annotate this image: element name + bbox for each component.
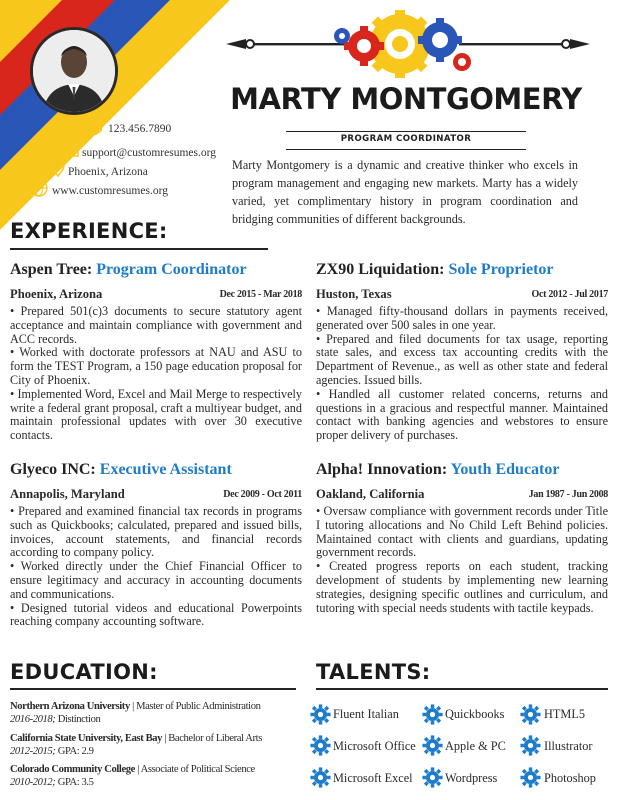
job-bullet: • Managed fifty-thousand dollars in payments received, generated over 500 sales in one year.	[316, 304, 608, 332]
edu-extra: GPA: 2.9	[57, 746, 94, 757]
experience-rule	[10, 248, 268, 250]
talent-item: Photoshop	[544, 771, 596, 785]
gear-icon	[422, 767, 443, 788]
gears-decoration	[224, 8, 592, 84]
gear-icon	[520, 735, 541, 756]
job-location: Annapolis, Maryland	[10, 487, 125, 501]
talent-item: Apple & PC	[445, 739, 506, 753]
education-entry: Northern Arizona University | Master of Public Administration 2016-2018; Distinction	[10, 701, 261, 725]
gear-icon	[520, 767, 541, 788]
job-dates: Dec 2009 - Oct 2011	[223, 489, 302, 500]
gear-icon	[310, 767, 331, 788]
edu-degree: Bachelor of Liberal Arts	[168, 733, 262, 744]
job-bullets	[316, 305, 608, 443]
job-bullet: • Handled all customer related concerns, returns and questions in a gracious and respectful manner. Maintained contact with banking agencies and webstores to ensure proper delivery of purchases.	[316, 386, 608, 443]
job-position: Executive Assistant	[99, 461, 232, 478]
edu-extra: Distinction	[57, 714, 101, 725]
experience-heading: EXPERIENCE:	[10, 219, 168, 243]
map-pin-icon	[48, 158, 68, 178]
education-entry: Colorado Community College | Associate of Political Science 2010-2012; GPA: 3.5	[10, 764, 255, 788]
job-company: Aspen Tree:	[10, 261, 93, 278]
edu-degree: Associate of Political Science	[140, 764, 255, 775]
job-bullet: • Implemented Word, Excel and Mail Merge to respectively write a federal grant proposal, craft a multiyear budget, and maintain professional updates with over 30 executive contacts.	[10, 386, 302, 443]
talent-item: Fluent Italian	[333, 707, 399, 721]
job-location: Huston, Texas	[316, 287, 392, 301]
edu-years: 2012-2015;	[10, 746, 56, 757]
job-dates: Jan 1987 - Jun 2008	[528, 489, 608, 500]
profile-summary: Marty Montgomery is a dynamic and creative thinker who excels in program management and engaging new markets. Marty has a widely varied, yet complimentary history in program coordination and bridging communities of different backgrounds.	[232, 158, 578, 226]
edu-school: California State University, East Bay	[10, 733, 163, 744]
gear-icon	[422, 735, 443, 756]
job-company: ZX90 Liquidation:	[316, 261, 445, 278]
gear-icon	[422, 704, 443, 725]
job-bullet: • Prepared 501(c)3 documents to secure statutory agent acceptance and maintain compliance with government and ACC records.	[10, 304, 302, 346]
envelope-icon	[60, 140, 80, 160]
gear-icon	[520, 704, 541, 725]
talent-item: HTML5	[544, 707, 585, 721]
job-bullet: • Prepared and filed documents for tax usage, reporting state sales, and excess tax accounting credits with the Department of Revenue., as well as other state and federal agencies. Issued bills.	[316, 331, 608, 387]
contact-website[interactable]: www.customresumes.org	[52, 185, 168, 197]
gear-icon	[310, 735, 331, 756]
job-position: Program Coordinator	[96, 261, 247, 278]
edu-years: 2010-2012;	[10, 777, 56, 788]
job-position: Youth Educator	[450, 461, 560, 478]
job-dates: Dec 2015 - Mar 2018	[219, 289, 302, 300]
job-position: Sole Proprietor	[448, 261, 554, 278]
role-title: PROGRAM COORDINATOR	[340, 134, 472, 144]
job-bullets	[10, 305, 302, 443]
edu-degree: Master of Public Administration	[136, 701, 261, 712]
role-bottom-rule	[286, 149, 526, 150]
talents-heading: TALENTS:	[316, 660, 431, 684]
job-dates: Oct 2012 - Jul 2017	[531, 289, 608, 300]
talent-item: Wordpress	[445, 771, 498, 785]
phone-icon	[84, 117, 104, 137]
job-header	[316, 261, 554, 279]
talent-item: Illustrator	[544, 739, 593, 753]
talent-item: Microsoft Excel	[333, 771, 413, 785]
talents-rule	[316, 688, 608, 690]
job-bullets	[316, 505, 608, 615]
job-bullet: • Worked directly under the Chief Financial Officer to ensure legitimacy and accuracy in accounting documents and communications.	[10, 559, 302, 601]
job-bullet: • Worked with doctorate professors at NAU and ASU to form the TEST Program, a 150 page education proposal for City of Phoenix.	[10, 345, 302, 387]
education-rule	[10, 688, 296, 690]
job-company: Alpha! Innovation:	[316, 461, 448, 478]
edu-years: 2016-2018;	[10, 714, 56, 725]
job-bullet: • Created progress reports on each student, tracking development of students by implementing new learning strategies, designing specific outlines and curriculum, and tutoring with special needs students with tactile keypads.	[316, 559, 608, 615]
contact-phone: 123.456.7890	[108, 123, 172, 135]
job-location: Phoenix, Arizona	[10, 287, 103, 301]
role-top-rule	[286, 131, 526, 132]
job-header	[10, 461, 232, 479]
job-bullet: • Designed tutorial videos and educational Powerpoints reaching company accounting software.	[10, 600, 302, 629]
candidate-name: MARTY MONTGOMERY	[230, 82, 582, 116]
gear-icon	[310, 704, 331, 725]
avatar	[30, 27, 118, 115]
contact-location: Phoenix, Arizona	[68, 166, 148, 178]
education-entry: California State University, East Bay | Bachelor of Liberal Arts 2012-2015; GPA: 2.9	[10, 733, 262, 757]
job-bullet: • Prepared and examined financial tax records in programs such as Quickbooks; calculated, prepared and issued bills, invoices, account statements, and financial records according to company policy.	[10, 504, 302, 560]
education-heading: EDUCATION:	[10, 660, 158, 684]
edu-extra: GPA: 3.5	[57, 777, 94, 788]
job-company: Glyeco INC:	[10, 461, 96, 478]
edu-school: Colorado Community College	[10, 764, 135, 775]
globe-icon	[29, 178, 49, 198]
talent-item: Quickbooks	[445, 707, 505, 721]
job-header	[316, 461, 559, 479]
job-location: Oakland, California	[316, 487, 425, 501]
edu-school: Northern Arizona University	[10, 701, 130, 712]
job-bullet: • Oversaw compliance with government records under Title I tutoring allocations and No Child Left Behind policies. Maintained contact with clients and guardians, updating government records.	[316, 504, 608, 560]
talent-item: Microsoft Office	[333, 739, 416, 753]
job-header	[10, 261, 247, 279]
job-bullets	[10, 505, 302, 629]
contact-email[interactable]: support@customresumes.org	[82, 147, 216, 159]
